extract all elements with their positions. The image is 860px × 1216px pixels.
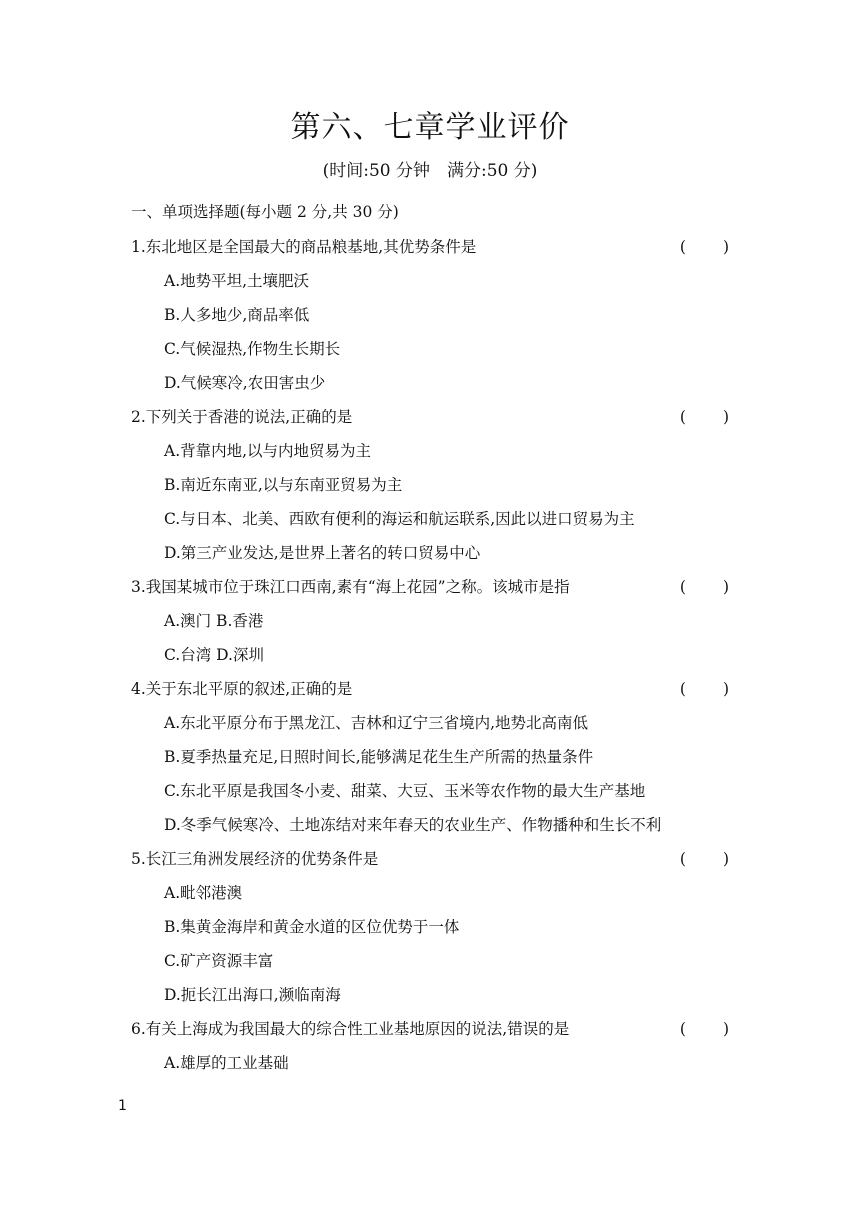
- question-stem: [131, 672, 731, 706]
- answer-option: C.台湾 D.深圳: [164, 646, 264, 664]
- answer-option: B.南近东南亚,以与东南亚贸易为主: [164, 476, 403, 494]
- question-text: 6.有关上海成为我国最大的综合性工业基地原因的说法,错误的是: [131, 1020, 570, 1038]
- answer-option: D.冬季气候寒冷、土地冻结对来年春天的农业生产、作物播种和生长不利: [164, 816, 662, 834]
- question-text: 2.下列关于香港的说法,正确的是: [131, 408, 353, 426]
- answer-blank: ( ): [679, 578, 731, 596]
- answer-blank: ( ): [679, 680, 731, 698]
- answer-option: D.第三产业发达,是世界上著名的转口贸易中心: [164, 544, 481, 562]
- answer-option: A.毗邻港澳: [164, 884, 243, 902]
- exam-info: (时间:50 分钟 满分:50 分): [322, 161, 538, 181]
- question-stem: [131, 570, 731, 604]
- answer-option: C.矿产资源丰富: [164, 952, 274, 970]
- answer-blank: ( ): [679, 850, 731, 868]
- answer-option: A.澳门 B.香港: [164, 612, 264, 630]
- answer-option: B.人多地少,商品率低: [164, 306, 310, 324]
- question-stem: [131, 230, 731, 264]
- answer-option: C.气候湿热,作物生长期长: [164, 340, 341, 358]
- answer-option: A.雄厚的工业基础: [164, 1054, 289, 1072]
- answer-option: B.夏季热量充足,日照时间长,能够满足花生生产所需的热量条件: [164, 748, 594, 766]
- answer-option: D.扼长江出海口,濒临南海: [164, 986, 341, 1004]
- question-stem: [131, 400, 731, 434]
- question-list: [131, 230, 731, 1080]
- answer-blank: ( ): [679, 408, 731, 426]
- page-number: 1: [118, 1098, 127, 1114]
- answer-option: B.集黄金海岸和黄金水道的区位优势于一体: [164, 918, 460, 936]
- section-heading: 一、单项选择题(每小题 2 分,共 30 分): [131, 203, 399, 221]
- answer-option: A.背靠内地,以与内地贸易为主: [164, 442, 372, 460]
- question-text: 5.长江三角洲发展经济的优势条件是: [131, 850, 379, 868]
- answer-blank: ( ): [679, 1020, 731, 1038]
- answer-option: A.东北平原分布于黑龙江、吉林和辽宁三省境内,地势北高南低: [164, 714, 589, 732]
- page-title: 第六、七章学业评价: [290, 110, 570, 145]
- question-text: 4.关于东北平原的叙述,正确的是: [131, 680, 353, 698]
- answer-option: C.与日本、北美、西欧有便利的海运和航运联系,因此以进口贸易为主: [164, 510, 635, 528]
- answer-option: C.东北平原是我国冬小麦、甜菜、大豆、玉米等农作物的最大生产基地: [164, 782, 646, 800]
- question-stem: [131, 842, 731, 876]
- answer-option: D.气候寒冷,农田害虫少: [164, 374, 326, 392]
- question-text: 1.东北地区是全国最大的商品粮基地,其优势条件是: [131, 238, 477, 256]
- question-text: 3.我国某城市位于珠江口西南,素有“海上花园”之称。该城市是指: [131, 578, 570, 596]
- answer-blank: ( ): [679, 238, 731, 256]
- question-stem: [131, 1012, 731, 1046]
- answer-option: A.地势平坦,土壤肥沃: [164, 272, 310, 290]
